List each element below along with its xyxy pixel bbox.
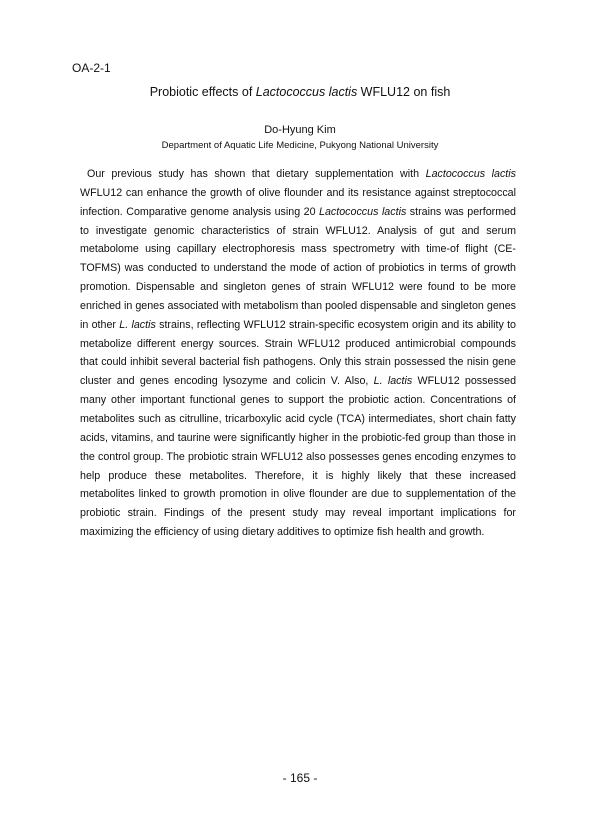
abstract-italic-term: L. lactis (119, 318, 156, 331)
title-suffix: WFLU12 on fish (357, 85, 451, 99)
author-name: Do-Hyung Kim (264, 124, 336, 136)
abstract-italic-term: Lactococcus lactis (425, 168, 516, 180)
abstract-text-run: strains was performed to investigate genomic characteristics of strain WFLU12. Analysis of gut and serum metabolome using capillary electrophoresis mass spectrometry with time-of flight (CE-TOFMS) was conducted to understand the mode of action of probiotics in terms of growth promotion. Dispensable and singleton genes of strain WFLU12 were found to be more enriched in genes associated with metabolism than pooled dispensable and singleton genes in other (80, 205, 516, 331)
page-number: - 165 - (282, 771, 318, 785)
abstract-italic-term: Lactococcus lactis (319, 205, 407, 218)
title-species: Lactococcus lactis (255, 85, 358, 99)
abstract-text-run: strains, reflecting WFLU12 strain-specific ecosystem origin and its ability to metabolize different energy sources. Strain WFLU12 produced antimicrobial compounds that could inhibit several bacterial fish pathogens. Only this strain possessed the nisin gene cluster and genes encoding lysozyme and colicin V. Also, (80, 318, 517, 388)
title-prefix: Probiotic effects of (149, 85, 256, 99)
paper-title (0, 85, 600, 99)
session-code: OA-2-1 (72, 61, 111, 75)
abstract-body (80, 165, 516, 542)
abstract-text-run: WFLU12 possessed many other important functional genes to support the probiotic action. Concentrations of metabolites such as citrulline, tricarboxylic acid cycle (TCA) intermediates, short chain fatty acids, vitamins, and taurine were significantly higher in the probiotic-fed group than those in the control group. The probiotic strain WFLU12 also possesses genes encoding enzymes to help produce these metabolites. Therefore, it is highly likely that these increased metabolites linked to growth promotion in olive flounder are due to supplementation of the probiotic strain. Findings of the present study may reveal important implications for maximizing the efficiency of using dietary additives to optimize fish health and growth. (80, 375, 517, 539)
abstract-text-run: Our previous study has shown that dietary supplementation with (87, 168, 426, 180)
abstract-text-run: WFLU12 can enhance the growth of olive flounder and its resistance against streptococcal infection. Comparative genome analysis using 20 (80, 186, 516, 218)
abstract-italic-term: L. lactis (373, 375, 413, 388)
author-affiliation: Department of Aquatic Life Medicine, Pukyong National University (161, 140, 439, 151)
